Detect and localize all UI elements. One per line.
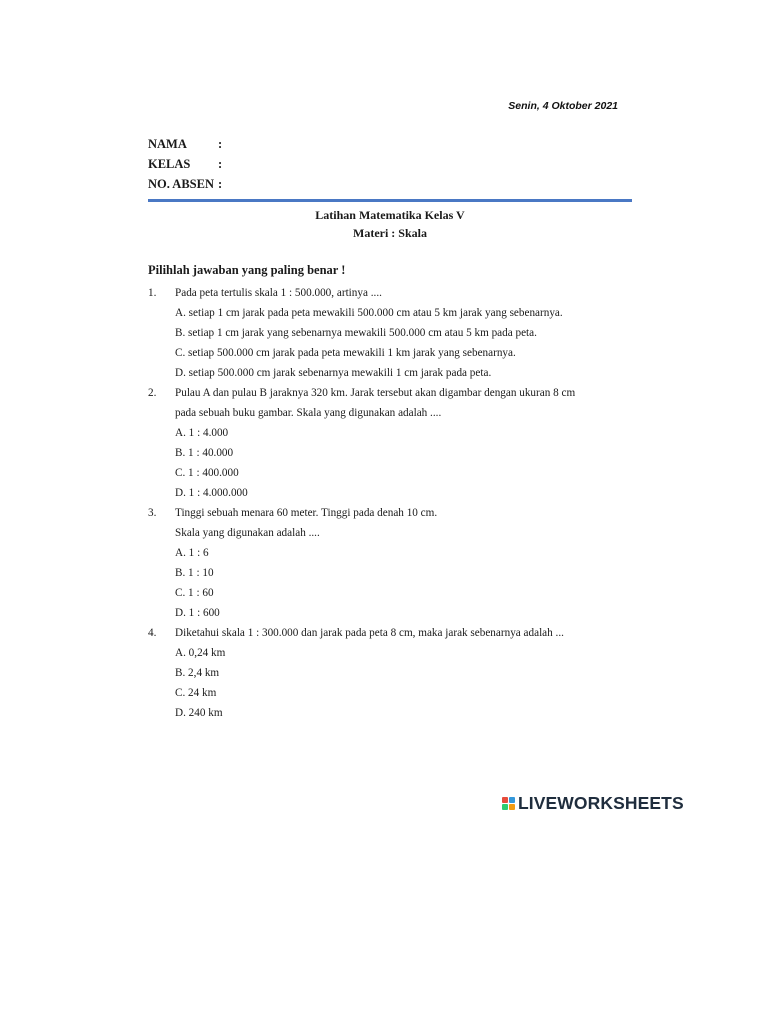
identity-row-number xyxy=(148,174,230,194)
identity-colon: : xyxy=(218,156,223,171)
header-divider xyxy=(148,199,632,202)
answer-option[interactable]: A. 1 : 6 xyxy=(175,547,209,559)
question-text: Pulau A dan pulau B jaraknya 320 km. Jarak tersebut akan digambar dengan ukuran 8 cm xyxy=(175,387,576,399)
identity-label: NO. ABSEN xyxy=(148,176,214,191)
logo-square xyxy=(509,804,515,810)
identity-colon: : xyxy=(218,176,223,191)
logo-grid-icon xyxy=(502,797,515,810)
question-number: 4. xyxy=(148,627,157,639)
question-text: Tinggi sebuah menara 60 meter. Tinggi pada denah 10 cm. xyxy=(175,507,438,519)
question-line xyxy=(148,503,618,523)
answer-option[interactable]: D. 1 : 4.000.000 xyxy=(175,487,248,499)
question-number: 1. xyxy=(148,287,157,299)
identity-label: NAMA xyxy=(148,136,187,151)
question-line xyxy=(148,283,618,303)
question-continuation: Skala yang digunakan adalah .... xyxy=(175,527,320,539)
question-text: Diketahui skala 1 : 300.000 dan jarak pada peta 8 cm, maka jarak sebenarnya adalah ... xyxy=(175,627,564,639)
identity-colon: : xyxy=(218,136,223,151)
liveworksheets-logo xyxy=(502,793,684,814)
answer-option[interactable]: B. 2,4 km xyxy=(175,667,220,679)
answer-option[interactable]: A. 1 : 4.000 xyxy=(175,427,229,439)
question-number: 2. xyxy=(148,387,157,399)
question-item xyxy=(148,383,618,503)
answer-option[interactable]: C. 1 : 60 xyxy=(175,587,214,599)
answer-option[interactable]: A. 0,24 km xyxy=(175,647,226,659)
instruction-text: Pilihlah jawaban yang paling benar ! xyxy=(148,263,346,277)
question-line xyxy=(148,623,618,643)
question-item xyxy=(148,503,618,623)
question-item xyxy=(148,623,618,723)
answer-option[interactable]: C. 1 : 400.000 xyxy=(175,467,239,479)
logo-square xyxy=(502,797,508,803)
answer-option[interactable]: B. 1 : 40.000 xyxy=(175,447,234,459)
answer-option[interactable]: D. 1 : 600 xyxy=(175,607,220,619)
student-identity-block xyxy=(148,134,230,194)
answer-option[interactable]: C. 24 km xyxy=(175,687,217,699)
question-list xyxy=(148,283,618,723)
logo-square xyxy=(509,797,515,803)
worksheet-title: Latihan Matematika Kelas V xyxy=(315,208,465,222)
identity-row-name xyxy=(148,134,230,154)
answer-option[interactable]: B. 1 : 10 xyxy=(175,567,214,579)
answer-option[interactable]: A. setiap 1 cm jarak pada peta mewakili 500.000 cm atau 5 km jarak yang sebenarnya. xyxy=(175,307,563,319)
question-number: 3. xyxy=(148,507,157,519)
worksheet-date: Senin, 4 Oktober 2021 xyxy=(508,100,618,112)
answer-option[interactable]: C. setiap 500.000 cm jarak pada peta mewakili 1 km jarak yang sebenarnya. xyxy=(175,347,516,359)
identity-row-class xyxy=(148,154,230,174)
question-continuation: pada sebuah buku gambar. Skala yang digunakan adalah .... xyxy=(175,407,442,419)
question-text: Pada peta tertulis skala 1 : 500.000, artinya .... xyxy=(175,287,382,299)
answer-option[interactable]: D. setiap 500.000 cm jarak sebenarnya mewakili 1 cm jarak pada peta. xyxy=(175,367,492,379)
logo-square xyxy=(502,804,508,810)
question-item xyxy=(148,283,618,383)
answer-option[interactable]: D. 240 km xyxy=(175,707,223,719)
identity-label: KELAS xyxy=(148,156,191,171)
question-line xyxy=(148,383,618,403)
logo-text: LIVEWORKSHEETS xyxy=(518,793,684,813)
answer-option[interactable]: B. setiap 1 cm jarak yang sebenarnya mewakili 500.000 cm atau 5 km pada peta. xyxy=(175,327,537,339)
worksheet-subtitle: Materi : Skala xyxy=(353,226,427,240)
